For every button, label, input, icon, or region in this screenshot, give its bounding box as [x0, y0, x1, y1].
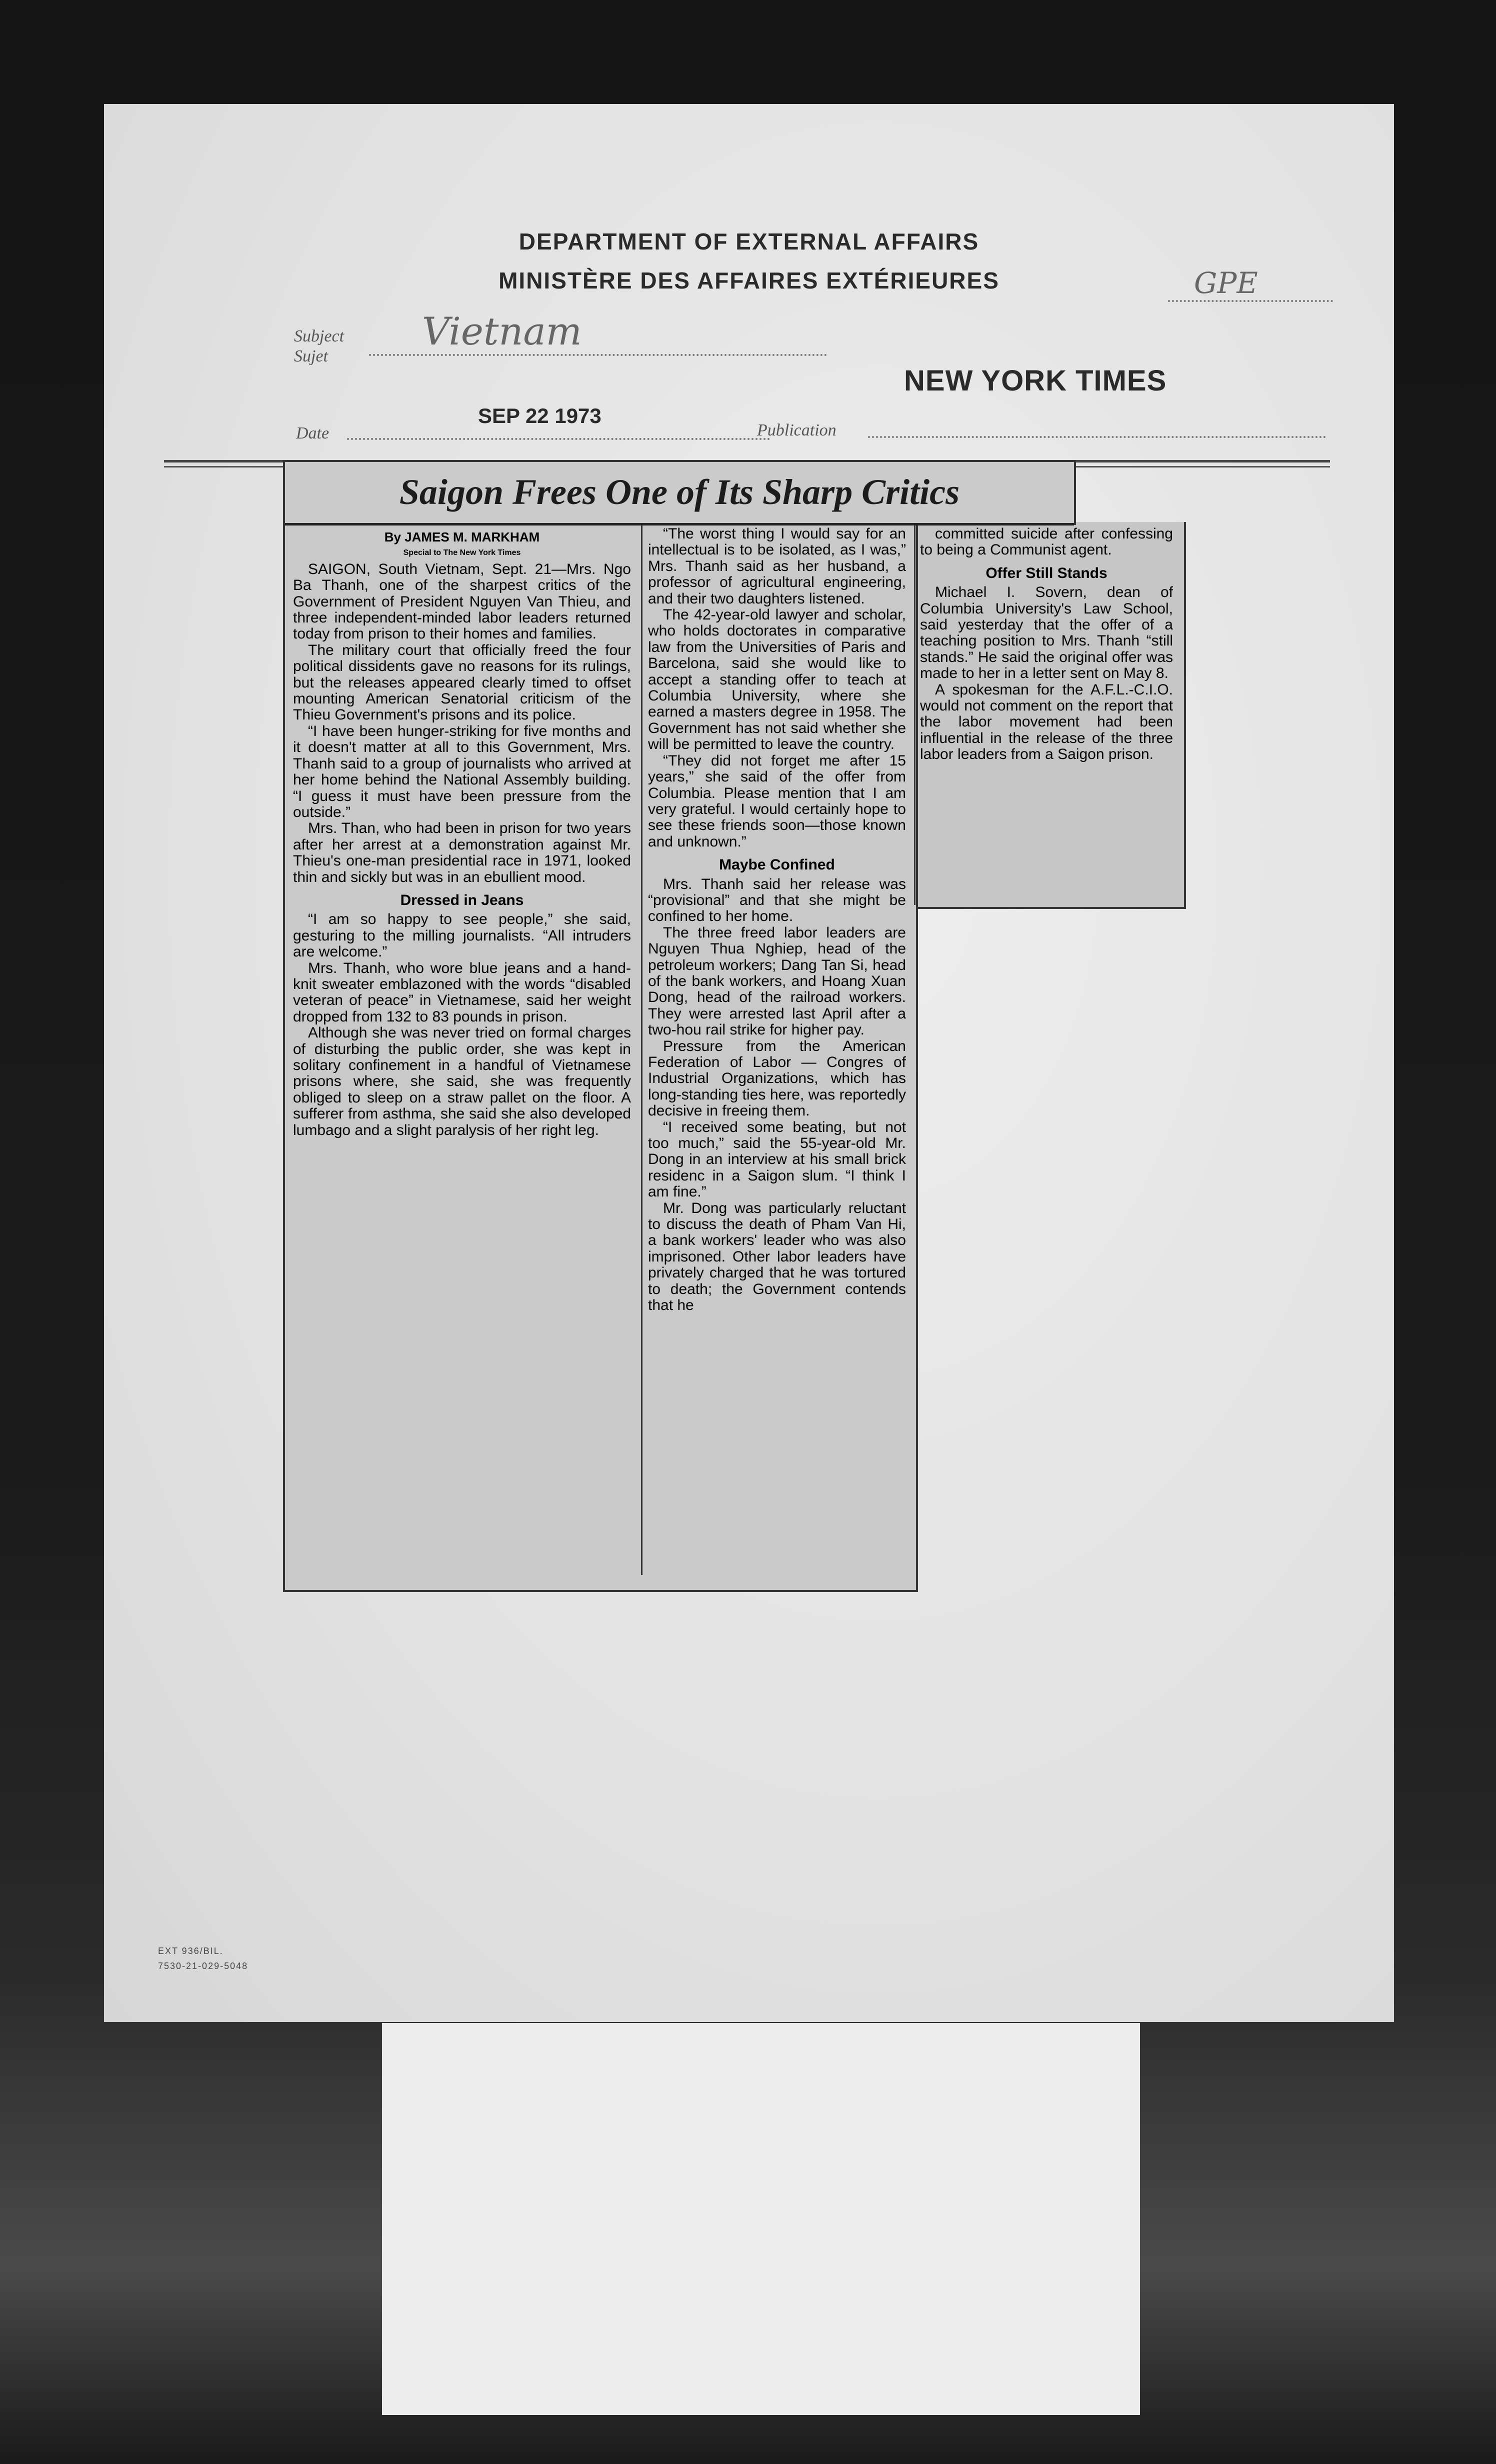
attached-slip: [382, 2023, 1140, 2415]
subheading: Offer Still Stands: [986, 564, 1108, 582]
column-divider: [641, 525, 642, 1575]
subheading: Dressed in Jeans: [400, 892, 524, 908]
date-line: [347, 438, 770, 440]
publication-value: NEW YORK TIMES: [904, 364, 1167, 397]
file-code: GPE: [1194, 266, 1258, 300]
stock-number: 7530-21-029-5048: [158, 1961, 248, 1971]
date-label: Date: [296, 424, 330, 442]
article-headline: Saigon Frees One of Its Sharp Critics: [285, 462, 1074, 526]
paragraph: “I am so happy to see people,” she said, gesturing to the milling journalists. “All intruders are welcome.”: [293, 911, 631, 960]
paragraph: The three freed labor leaders are Nguyen Thua Nghiep, head of the petroleum workers; Dang Tan Si, head of the bank workers, and Hoang Xuan Dong, head of the railroad workers. They were arrested last April after a two-hou rail strike for higher pay.: [648, 924, 906, 1038]
byline: By JAMES M. MARKHAM: [384, 530, 540, 544]
publication-label: Publication: [757, 421, 836, 440]
paragraph: Mrs. Thanh said her release was “provisional” and that she might be confined to her home.: [648, 876, 906, 925]
sujet-label: Sujet: [294, 347, 328, 366]
department-name-en: DEPARTMENT OF EXTERNAL AFFAIRS: [518, 228, 980, 254]
subheading: Maybe Confined: [719, 856, 835, 874]
paragraph: A spokesman for the A.F.L.-C.I.O. would not comment on the report that the labor movement had been influential in the release of the three labor leaders from a Saigon prison.: [920, 681, 1173, 763]
paragraph: Mr. Dong was particularly reluctant to discuss the death of Pham Van Hi, a bank workers' leader who was also imprisoned. Other labor leaders have privately charged that he was tortured to death; the Government contends that he: [648, 1200, 906, 1314]
file-code-line: [1168, 300, 1333, 302]
paragraph: Michael I. Sovern, dean of Columbia University's Law School, said yesterday that the offer of a teaching position to Mrs. Thanh “still stands.” He said the original offer was made to her in a letter sent on May 8.: [920, 584, 1173, 682]
column-divider: [914, 525, 916, 905]
subject-value: Vietnam: [422, 309, 582, 354]
date-stamp: SEP 22 1973: [478, 404, 602, 428]
paragraph: SAIGON, South Vietnam, Sept. 21—Mrs. Ngo Ba Thanh, one of the sharpest critics of the Government of President Nguyen Van Thieu, and three independent-minded labor leaders returned today from prison to their homes and families.: [293, 560, 631, 642]
paragraph: “They did not forget me after 15 years,” she said of the offer from Columbia. Please mention that I am very grateful. I would certainly hope to see these friends soon—those known and unknown.”: [648, 752, 906, 850]
article-column-1: [293, 529, 631, 1138]
paragraph: Mrs. Than, who had been in prison for two years after her arrest at a demonstration against Mr. Thieu's one-man presidential race in 1971, looked thin and sickly but was in an ebullient mood.: [293, 820, 631, 886]
paragraph: The 42-year-old lawyer and scholar, who holds doctorates in comparative law from the Universities of Paris and Barcelona, said she would like to accept a standing offer to teach at Columbia University, where she earned a masters degree in 1958. The Government has not said whether she will be permitted to leave the country.: [648, 606, 906, 753]
paragraph: committed suicide after confessing to being a Communist agent.: [920, 526, 1173, 558]
paragraph: “I received some beating, but not too much,” said the 55-year-old Mr. Dong in an interview at his small brick residenc in a Saigon slum. “I think I am fine.”: [648, 1118, 906, 1200]
department-name-fr: MINISTÈRE DES AFFAIRES EXTÉRIEURES: [498, 268, 1000, 294]
paragraph: Although she was never tried on formal charges of disturbing the public order, she was kept in solitary confinement in a handful of Vietnamese prisons where, she said, she was frequently obliged to sleep on a straw pallet on the floor. A sufferer from asthma, she said she also developed lumbago and a slight paralysis of her right leg.: [293, 1024, 631, 1138]
paragraph: Mrs. Thanh, who wore blue jeans and a hand-knit sweater emblazoned with the words “disabled veteran of peace” in Vietnamese, said her weight dropped from 132 to 83 pounds in prison.: [293, 960, 631, 1025]
article-column-2: [648, 526, 906, 1314]
paragraph: Pressure from the American Federation of Labor — Congres of Industrial Organizations, which has long-standing ties here, was reportedly decisive in freeing them.: [648, 1038, 906, 1120]
subject-line: [369, 354, 827, 356]
paragraph: The military court that officially freed the four political dissidents gave no reasons for its rulings, but the releases appeared clearly timed to offset mounting American Senatorial criticism of the Thieu Government's prisons and its police.: [293, 642, 631, 724]
byline-special: Special to The New York Times: [403, 548, 521, 558]
clipping-header-panel: [283, 460, 1076, 525]
subject-label: Subject: [294, 327, 344, 346]
publication-line: [868, 436, 1326, 438]
form-number: EXT 936/BIL.: [158, 1946, 224, 1956]
paragraph: “I have been hunger-striking for five months and it doesn't matter at all to this Government, Mrs. Thanh said to a group of journalists who arrived at her home behind the National Assembly building. “I guess it must have been pressure from the outside.”: [293, 722, 631, 820]
paragraph: “The worst thing I would say for an intellectual is to be isolated, as I was,” Mrs. Thanh said as her husband, a professor of agricultural engineering, and their two daughters listened.: [648, 526, 906, 607]
article-column-3: [920, 526, 1173, 763]
